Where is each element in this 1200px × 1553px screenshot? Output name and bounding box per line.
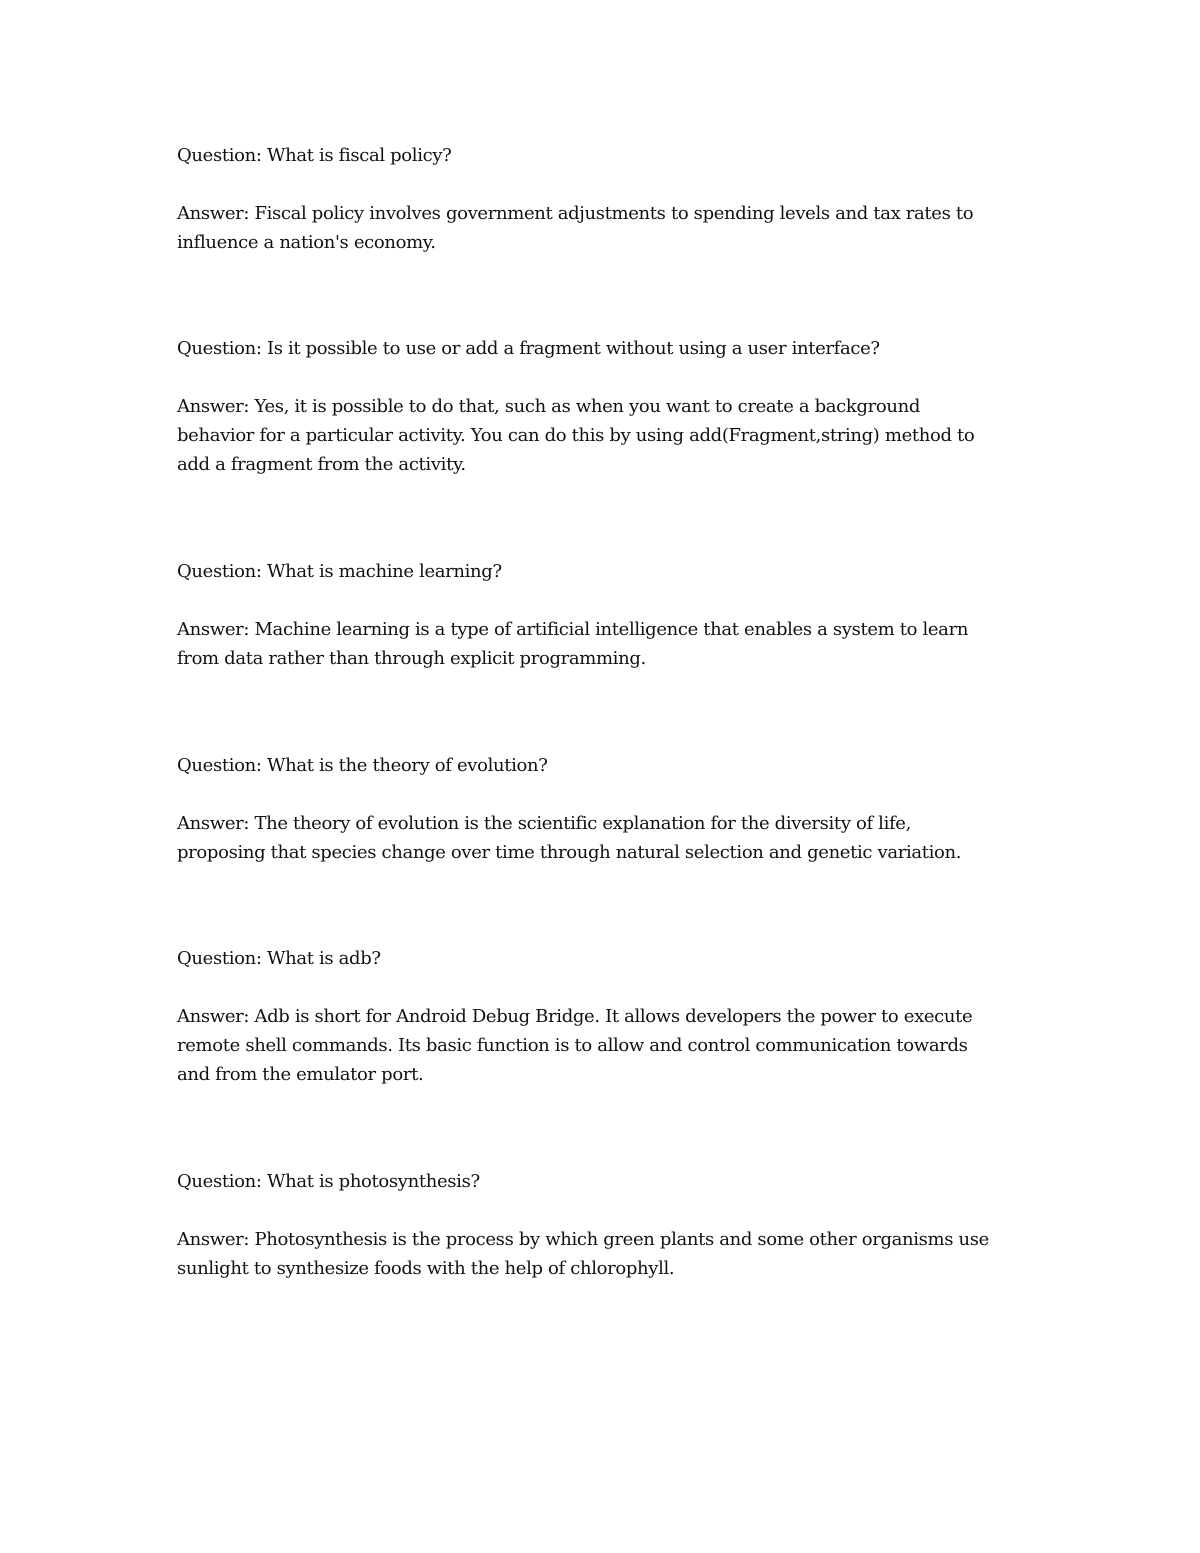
answer-line: Answer: Fiscal policy involves government adjustments to spending levels and tax rates to: [177, 203, 974, 224]
answer-line: Answer: Machine learning is a type of artificial intelligence that enables a system to learn: [177, 619, 969, 640]
qa-block-evolution: [177, 751, 1037, 867]
answer-line: remote shell commands. Its basic function is to allow and control communication towards: [177, 1035, 968, 1056]
answer-line: behavior for a particular activity. You can do this by using add(Fragment,string) method to: [177, 425, 975, 446]
answer-line: influence a nation's economy.: [177, 232, 436, 253]
answer-line: Answer: Adb is short for Android Debug Bridge. It allows developers the power to execute: [177, 1006, 973, 1027]
question-text: Question: What is adb?: [177, 948, 381, 969]
question-text: Question: Is it possible to use or add a fragment without using a user interface?: [177, 338, 880, 359]
answer-line: and from the emulator port.: [177, 1064, 424, 1085]
qa-block-photosynthesis: [177, 1167, 1037, 1283]
answer-line: add a fragment from the activity.: [177, 454, 466, 475]
qa-block-adb: [177, 944, 1037, 1089]
answer-line: Answer: The theory of evolution is the scientific explanation for the diversity of life,: [177, 813, 911, 834]
answer-line: sunlight to synthesize foods with the help of chlorophyll.: [177, 1258, 675, 1279]
question-text: Question: What is the theory of evolution?: [177, 755, 548, 776]
answer-line: Answer: Photosynthesis is the process by which green plants and some other organisms use: [177, 1229, 989, 1250]
qa-block-machine-learning: [177, 557, 1037, 673]
question-text: Question: What is photosynthesis?: [177, 1171, 480, 1192]
qa-block-fiscal-policy: [177, 141, 1037, 257]
question-text: Question: What is fiscal policy?: [177, 145, 452, 166]
answer-line: Answer: Yes, it is possible to do that, such as when you want to create a background: [177, 396, 921, 417]
qa-block-fragment: [177, 334, 1037, 479]
question-text: Question: What is machine learning?: [177, 561, 502, 582]
answer-line: proposing that species change over time through natural selection and genetic variation.: [177, 842, 962, 863]
answer-line: from data rather than through explicit programming.: [177, 648, 646, 669]
